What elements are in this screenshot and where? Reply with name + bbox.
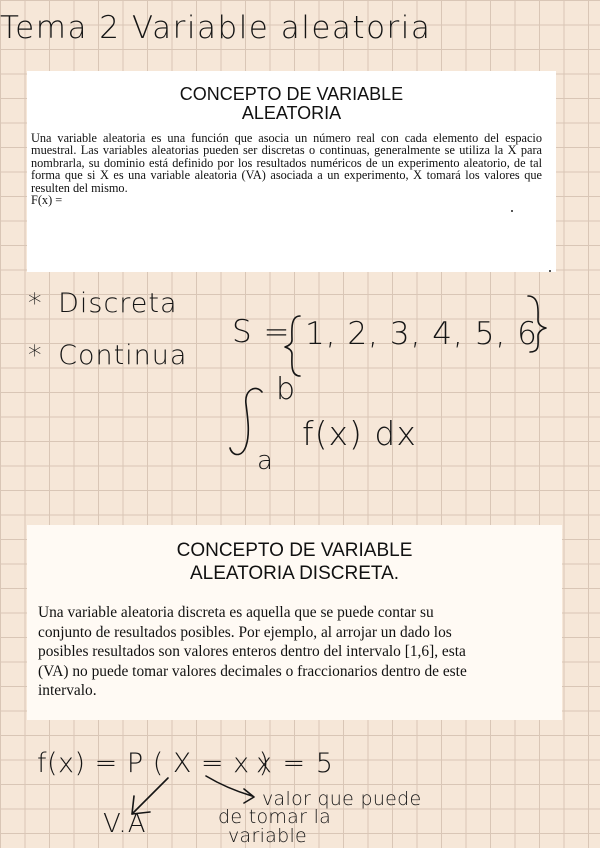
integral-sign-icon bbox=[230, 388, 262, 454]
discrete-heading-line2: ALEATORIA DISCRETA. bbox=[189, 563, 400, 584]
discrete-body-line: posibles resultados son valores enteros dentro del intervalo [1,6], esta bbox=[38, 643, 466, 661]
page-title: Tema 2 Variable aleatoria bbox=[0, 10, 432, 46]
left-brace-icon bbox=[285, 316, 300, 376]
arrow-to-va-icon bbox=[132, 778, 168, 814]
integral-lower: a bbox=[257, 446, 274, 476]
right-brace-icon bbox=[528, 296, 546, 352]
valor-line1: valor que puede bbox=[262, 788, 422, 810]
discrete-heading-line1: CONCEPTO DE VARIABLE bbox=[176, 540, 413, 561]
va-label: V.A bbox=[103, 809, 147, 839]
x-value: x = 5 bbox=[256, 748, 334, 779]
integral-upper: b bbox=[276, 372, 297, 407]
integral-body: f(x) dx bbox=[302, 414, 417, 453]
sample-space-left: S = bbox=[232, 314, 291, 350]
discrete-body-line: conjunto de resultados posibles. Por ejemplo, al arrojar un dado los bbox=[38, 623, 452, 641]
concept-heading-line2: ALEATORIA bbox=[241, 103, 342, 123]
discrete-body-line: Una variable aleatoria discreta es aquella que se puede contar su bbox=[38, 604, 434, 621]
sample-space-values: 1, 2, 3, 4, 5, 6 bbox=[305, 316, 538, 352]
concept-formula: F(x) = bbox=[31, 193, 63, 208]
valor-line3: variable bbox=[228, 825, 308, 847]
pmf-equation: f(x) = P ( X = x ) bbox=[37, 748, 270, 779]
bullet-discreta-label: Discreta bbox=[58, 288, 178, 319]
bullet-mark: * bbox=[28, 288, 43, 319]
discrete-body-line: intervalo. bbox=[38, 682, 97, 700]
concept-body-text: Una variable aleatoria es una función que asocia un número real con cada elemento del espacio muestral. Las variables aleatorias pueden ser discretas o continuas, generalmente se utiliza la X para nombrarla, su dominio está definido por los resultados numéricos de un experimento aleatorio, de tal forma que si X es una variable aleatoria (VA) asociada a un experimento, X tomará los valores que resulten del mismo. bbox=[31, 131, 542, 195]
arrow-to-valor-icon bbox=[206, 776, 252, 796]
concept-heading-line1: CONCEPTO DE VARIABLE bbox=[179, 84, 404, 104]
bullet-continua-label: Continua bbox=[58, 340, 188, 371]
arrowhead-valor-icon bbox=[244, 789, 254, 803]
valor-line2: de tomar la bbox=[218, 806, 332, 828]
discrete-body-line: (VA) no puede tomar valores decimales o fraccionarios dentro de este bbox=[38, 662, 467, 680]
bullet-mark: * bbox=[28, 340, 43, 371]
